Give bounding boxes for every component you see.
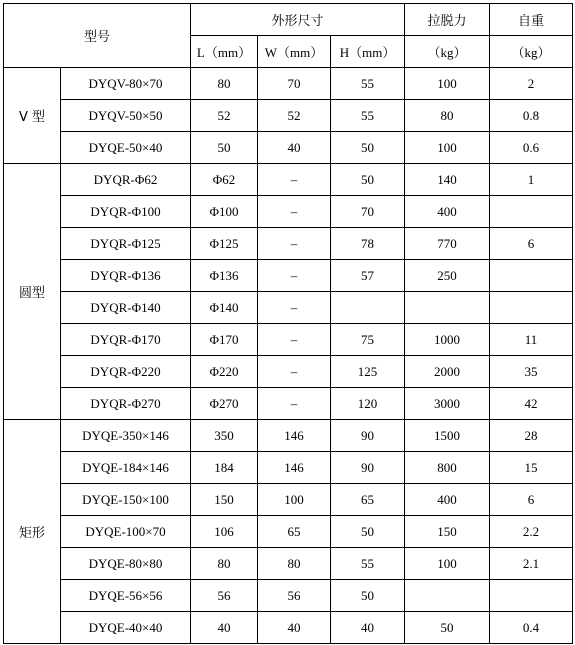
weight-cell: 1 (490, 164, 573, 196)
height-cell: 65 (331, 484, 405, 516)
height-cell: 50 (331, 164, 405, 196)
header-row-1 (4, 4, 573, 36)
header-length: L（mm） (191, 36, 258, 68)
height-cell: 50 (331, 580, 405, 612)
height-cell: 55 (331, 100, 405, 132)
length-cell: 184 (191, 452, 258, 484)
width-cell: 52 (258, 100, 331, 132)
weight-cell: 15 (490, 452, 573, 484)
table-row (4, 452, 573, 484)
width-cell: – (258, 356, 331, 388)
model-cell: DYQE-350×146 (61, 420, 191, 452)
model-cell: DYQE-184×146 (61, 452, 191, 484)
model-cell: DYQV-50×50 (61, 100, 191, 132)
pull-force-cell (405, 580, 490, 612)
table-row (4, 516, 573, 548)
width-cell: 70 (258, 68, 331, 100)
weight-cell (490, 292, 573, 324)
width-cell: – (258, 196, 331, 228)
width-cell: – (258, 388, 331, 420)
length-cell: 52 (191, 100, 258, 132)
pull-force-cell: 100 (405, 68, 490, 100)
weight-cell: 6 (490, 228, 573, 260)
header-weight-unit: （kg） (490, 36, 573, 68)
pull-force-cell: 1000 (405, 324, 490, 356)
height-cell: 40 (331, 612, 405, 644)
width-cell: 146 (258, 452, 331, 484)
table-row (4, 228, 573, 260)
table-row (4, 356, 573, 388)
length-cell: Φ125 (191, 228, 258, 260)
weight-cell: 2.2 (490, 516, 573, 548)
length-cell: Φ170 (191, 324, 258, 356)
model-cell: DYQR-Φ170 (61, 324, 191, 356)
width-cell: – (258, 228, 331, 260)
height-cell: 75 (331, 324, 405, 356)
length-cell: Φ270 (191, 388, 258, 420)
height-cell: 90 (331, 452, 405, 484)
header-dimensions: 外形尺寸 (191, 4, 405, 36)
model-cell: DYQR-Φ100 (61, 196, 191, 228)
table-row (4, 164, 573, 196)
height-cell: 70 (331, 196, 405, 228)
header-weight: 自重 (490, 4, 573, 36)
model-cell: DYQR-Φ140 (61, 292, 191, 324)
table-row (4, 580, 573, 612)
length-cell: 106 (191, 516, 258, 548)
pull-force-cell: 50 (405, 612, 490, 644)
weight-cell: 0.6 (490, 132, 573, 164)
length-cell: 80 (191, 68, 258, 100)
model-cell: DYQR-Φ125 (61, 228, 191, 260)
length-cell: 56 (191, 580, 258, 612)
pull-force-cell: 250 (405, 260, 490, 292)
group-label: 圆型 (4, 164, 61, 420)
group-label: 矩形 (4, 420, 61, 644)
length-cell: Φ136 (191, 260, 258, 292)
height-cell: 55 (331, 548, 405, 580)
weight-cell (490, 580, 573, 612)
pull-force-cell: 150 (405, 516, 490, 548)
length-cell: Φ220 (191, 356, 258, 388)
weight-cell: 11 (490, 324, 573, 356)
weight-cell: 2.1 (490, 548, 573, 580)
width-cell: – (258, 164, 331, 196)
weight-cell: 6 (490, 484, 573, 516)
table-row (4, 420, 573, 452)
table-row (4, 100, 573, 132)
pull-force-cell: 400 (405, 196, 490, 228)
weight-cell: 0.8 (490, 100, 573, 132)
table-row (4, 68, 573, 100)
header-height: H（mm） (331, 36, 405, 68)
header-pull-force: 拉脱力 (405, 4, 490, 36)
pull-force-cell: 1500 (405, 420, 490, 452)
width-cell: 65 (258, 516, 331, 548)
pull-force-cell: 770 (405, 228, 490, 260)
model-cell: DYQR-Φ220 (61, 356, 191, 388)
model-cell: DYQE-150×100 (61, 484, 191, 516)
table-row (4, 612, 573, 644)
table-row (4, 548, 573, 580)
width-cell: 40 (258, 612, 331, 644)
length-cell: 50 (191, 132, 258, 164)
length-cell: 80 (191, 548, 258, 580)
length-cell: Φ100 (191, 196, 258, 228)
table-row (4, 132, 573, 164)
weight-cell (490, 196, 573, 228)
weight-cell: 0.4 (490, 612, 573, 644)
table-row (4, 388, 573, 420)
width-cell: 100 (258, 484, 331, 516)
weight-cell (490, 260, 573, 292)
header-width: W（mm） (258, 36, 331, 68)
width-cell: 40 (258, 132, 331, 164)
weight-cell: 2 (490, 68, 573, 100)
height-cell: 90 (331, 420, 405, 452)
table-row (4, 484, 573, 516)
height-cell: 120 (331, 388, 405, 420)
model-cell: DYQE-100×70 (61, 516, 191, 548)
weight-cell: 35 (490, 356, 573, 388)
length-cell: Φ62 (191, 164, 258, 196)
width-cell: – (258, 324, 331, 356)
width-cell: 80 (258, 548, 331, 580)
pull-force-cell: 3000 (405, 388, 490, 420)
height-cell: 125 (331, 356, 405, 388)
width-cell: – (258, 260, 331, 292)
model-cell: DYQE-56×56 (61, 580, 191, 612)
table-row (4, 260, 573, 292)
length-cell: 150 (191, 484, 258, 516)
model-cell: DYQR-Φ62 (61, 164, 191, 196)
model-cell: DYQR-Φ270 (61, 388, 191, 420)
table-row (4, 196, 573, 228)
model-cell: DYQE-80×80 (61, 548, 191, 580)
table-row (4, 324, 573, 356)
height-cell: 50 (331, 516, 405, 548)
pull-force-cell: 100 (405, 132, 490, 164)
model-cell: DYQV-80×70 (61, 68, 191, 100)
width-cell: 146 (258, 420, 331, 452)
model-cell: DYQE-50×40 (61, 132, 191, 164)
weight-cell: 28 (490, 420, 573, 452)
length-cell: Φ140 (191, 292, 258, 324)
pull-force-cell (405, 292, 490, 324)
group-label: V 型 (4, 68, 61, 164)
height-cell: 57 (331, 260, 405, 292)
pull-force-cell: 100 (405, 548, 490, 580)
height-cell: 55 (331, 68, 405, 100)
width-cell: 56 (258, 580, 331, 612)
pull-force-cell: 800 (405, 452, 490, 484)
height-cell: 78 (331, 228, 405, 260)
pull-force-cell: 2000 (405, 356, 490, 388)
table-row (4, 292, 573, 324)
length-cell: 350 (191, 420, 258, 452)
pull-force-cell: 400 (405, 484, 490, 516)
pull-force-cell: 80 (405, 100, 490, 132)
spec-table (3, 3, 573, 644)
model-cell: DYQE-40×40 (61, 612, 191, 644)
height-cell: 50 (331, 132, 405, 164)
width-cell: – (258, 292, 331, 324)
header-model: 型号 (4, 4, 191, 68)
height-cell (331, 292, 405, 324)
weight-cell: 42 (490, 388, 573, 420)
model-cell: DYQR-Φ136 (61, 260, 191, 292)
header-pull-force-unit: （kg） (405, 36, 490, 68)
length-cell: 40 (191, 612, 258, 644)
pull-force-cell: 140 (405, 164, 490, 196)
